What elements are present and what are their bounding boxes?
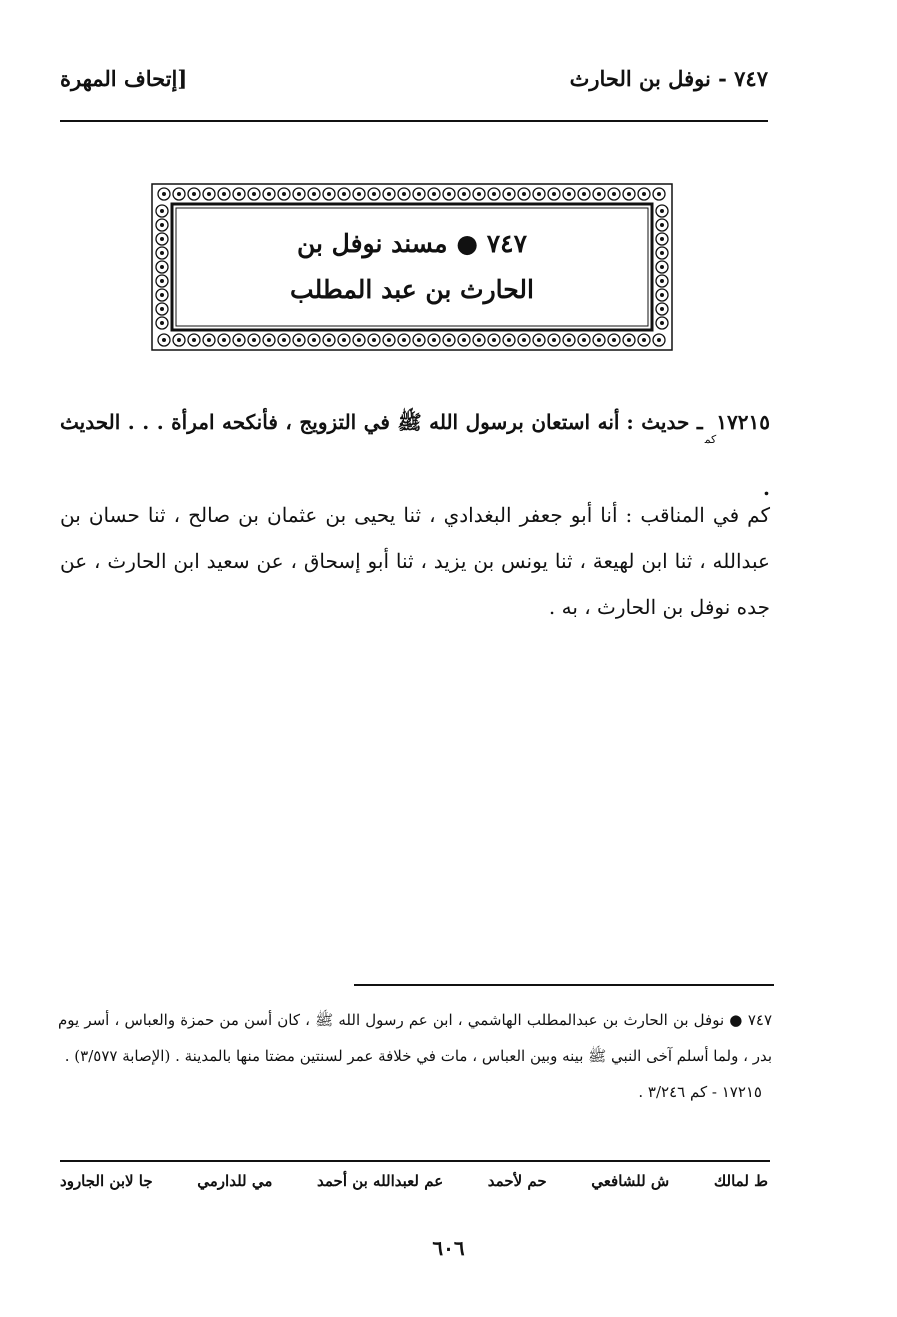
ornament-rosette-dot bbox=[252, 192, 256, 196]
sigla-item: جا لابن الجارود bbox=[60, 1172, 153, 1190]
ornament-rosette-dot bbox=[522, 338, 526, 342]
ornament-rosette-dot bbox=[462, 338, 466, 342]
ornament-rosette-dot bbox=[372, 192, 376, 196]
ornament-rosette-dot bbox=[612, 338, 616, 342]
ornament-rosette-dot bbox=[327, 192, 331, 196]
ornament-rosette-dot bbox=[567, 338, 571, 342]
title-text bbox=[174, 206, 650, 328]
ornament-rosette-dot bbox=[660, 223, 664, 227]
ornament-rosette-dot bbox=[642, 338, 646, 342]
ornament-rosette-dot bbox=[177, 338, 181, 342]
ornament-rosette-dot bbox=[177, 192, 181, 196]
ornament-rosette-dot bbox=[297, 192, 301, 196]
ornament-rosette-dot bbox=[357, 338, 361, 342]
ornament-rosette-dot bbox=[252, 338, 256, 342]
ornament-rosette-dot bbox=[327, 338, 331, 342]
ornament-rosette-dot bbox=[207, 338, 211, 342]
hadith-keyword: ـ حديث : bbox=[626, 410, 703, 434]
ornament-rosette-dot bbox=[507, 192, 511, 196]
ornament-rosette-dot bbox=[162, 338, 166, 342]
isnad-chain: كم في المناقب : أنا أبو جعفر البغدادي ، ثنا يحيى بن عثمان بن صالح ، ثنا حسان بن عبدالله ، ثنا ابن لهيعة ، ثنا يونس بن يزيد ، ثنا أبو إسحاق ، عن سعيد ابن الحارث ، عن جده نوفل بن الحارث ، به . bbox=[60, 503, 770, 619]
ornament-rosette-dot bbox=[160, 223, 164, 227]
header-rule bbox=[60, 120, 768, 122]
ornament-rosette-dot bbox=[207, 192, 211, 196]
ornament-rosette-dot bbox=[612, 192, 616, 196]
sigla-rule bbox=[60, 1160, 770, 1162]
running-header bbox=[60, 66, 768, 91]
ornament-rosette-dot bbox=[660, 209, 664, 213]
ornamental-title-box bbox=[150, 182, 674, 352]
ornament-rosette-dot bbox=[660, 251, 664, 255]
ornament-rosette-dot bbox=[627, 192, 631, 196]
ornament-rosette-dot bbox=[372, 338, 376, 342]
ornament-rosette-dot bbox=[237, 338, 241, 342]
ornament-rosette-dot bbox=[627, 338, 631, 342]
sigla-item: حم لأحمد bbox=[487, 1172, 547, 1190]
ornament-rosette-dot bbox=[447, 192, 451, 196]
ornament-rosette-dot bbox=[160, 265, 164, 269]
ornament-rosette-dot bbox=[492, 192, 496, 196]
ornament-rosette-dot bbox=[267, 338, 271, 342]
ornament-rosette-dot bbox=[160, 293, 164, 297]
title-line-2: الحارث بن عبد المطلب bbox=[290, 275, 534, 304]
ornament-rosette-dot bbox=[657, 338, 661, 342]
ornament-rosette-dot bbox=[160, 279, 164, 283]
ornament-rosette-dot bbox=[417, 338, 421, 342]
ornament-rosette-dot bbox=[160, 237, 164, 241]
ornament-rosette-dot bbox=[597, 192, 601, 196]
title-line-1: ٧٤٧ ● مسند نوفل بن bbox=[296, 229, 528, 258]
ornament-rosette-dot bbox=[597, 338, 601, 342]
ornament-rosette-dot bbox=[477, 192, 481, 196]
ornament-rosette-dot bbox=[162, 192, 166, 196]
ornament-rosette-dot bbox=[160, 321, 164, 325]
ornament-rosette-dot bbox=[312, 192, 316, 196]
ornament-rosette-dot bbox=[660, 307, 664, 311]
ornament-rosette-dot bbox=[522, 192, 526, 196]
ornament-rosette-dot bbox=[660, 293, 664, 297]
sigla-item: مي للدارمي bbox=[197, 1172, 273, 1190]
ornament-rosette-dot bbox=[402, 338, 406, 342]
ornament-rosette-dot bbox=[660, 321, 664, 325]
ornament-rosette-dot bbox=[342, 338, 346, 342]
sigla-item: ش للشافعي bbox=[591, 1172, 670, 1190]
ornament-rosette-dot bbox=[660, 265, 664, 269]
ornament-rosette-dot bbox=[582, 192, 586, 196]
ornament-rosette-dot bbox=[160, 209, 164, 213]
ornament-rosette-dot bbox=[237, 192, 241, 196]
ornament-rosette-dot bbox=[282, 338, 286, 342]
ornament-rosette-dot bbox=[582, 338, 586, 342]
page-number: ٦٠٦ bbox=[432, 1236, 465, 1260]
ornament-rosette-dot bbox=[402, 192, 406, 196]
footnote-rule bbox=[354, 984, 774, 986]
ornament-rosette-dot bbox=[642, 192, 646, 196]
hadith-text: أنه استعان برسول الله ﷺ في التزويج ، فأنكحه امرأة . . . الحديث . bbox=[60, 410, 770, 500]
ornament-rosette-dot bbox=[507, 338, 511, 342]
ornament-rosette-dot bbox=[192, 192, 196, 196]
ornament-rosette-dot bbox=[192, 338, 196, 342]
header-book-label: [إتحاف المهرة bbox=[60, 66, 188, 91]
ornament-rosette-dot bbox=[417, 192, 421, 196]
ornament-rosette-dot bbox=[160, 307, 164, 311]
ornament-rosette-dot bbox=[477, 338, 481, 342]
ornament-rosette-dot bbox=[297, 338, 301, 342]
ornament-rosette-dot bbox=[660, 237, 664, 241]
ornament-rosette-dot bbox=[552, 192, 556, 196]
footnote-biography: ٧٤٧ ● نوفل بن الحارث بن عبدالمطلب الهاشمي ، ابن عم رسول الله ﷺ ، كان أسن من حمزة والعباس ، أسر يوم بدر ، ولما أسلم آخى النبي ﷺ بينه وبين العباس ، مات في خلافة عمر لسنتين مضتا منها بالمدينة . (الإصابة ٣/٥٧٧) . bbox=[58, 1011, 772, 1065]
ornament-rosette-dot bbox=[657, 192, 661, 196]
ornament-rosette-dot bbox=[312, 338, 316, 342]
hadith-number: ١٧٢١٥ bbox=[716, 410, 771, 434]
ornament-rosette-dot bbox=[387, 192, 391, 196]
ornament-rosette-dot bbox=[222, 192, 226, 196]
source-marker: كم bbox=[704, 433, 717, 446]
ornament-rosette-dot bbox=[537, 338, 541, 342]
footnotes bbox=[58, 1002, 772, 1110]
header-entry-label: ٧٤٧ - نوفل بن الحارث bbox=[569, 66, 768, 91]
ornament-rosette-dot bbox=[342, 192, 346, 196]
ornament-rosette-dot bbox=[432, 192, 436, 196]
ornament-rosette-dot bbox=[357, 192, 361, 196]
sigla-item: عم لعبدالله بن أحمد bbox=[317, 1172, 444, 1190]
footnote-reference: ١٧٢١٥ - كم ٣/٢٤٦ . bbox=[638, 1083, 762, 1101]
ornament-rosette-dot bbox=[567, 192, 571, 196]
ornament-rosette-dot bbox=[267, 192, 271, 196]
ornament-rosette-dot bbox=[492, 338, 496, 342]
sigla-legend bbox=[60, 1172, 768, 1190]
sigla-item: ط لمالك bbox=[713, 1172, 768, 1190]
ornament-rosette-dot bbox=[222, 338, 226, 342]
ornament-rosette-dot bbox=[160, 251, 164, 255]
ornament-rosette-dot bbox=[447, 338, 451, 342]
ornament-rosette-dot bbox=[432, 338, 436, 342]
ornament-rosette-dot bbox=[660, 279, 664, 283]
ornament-rosette-dot bbox=[462, 192, 466, 196]
ornament-rosette-dot bbox=[552, 338, 556, 342]
ornament-rosette-dot bbox=[282, 192, 286, 196]
ornament-rosette-dot bbox=[387, 338, 391, 342]
ornament-rosette-dot bbox=[537, 192, 541, 196]
